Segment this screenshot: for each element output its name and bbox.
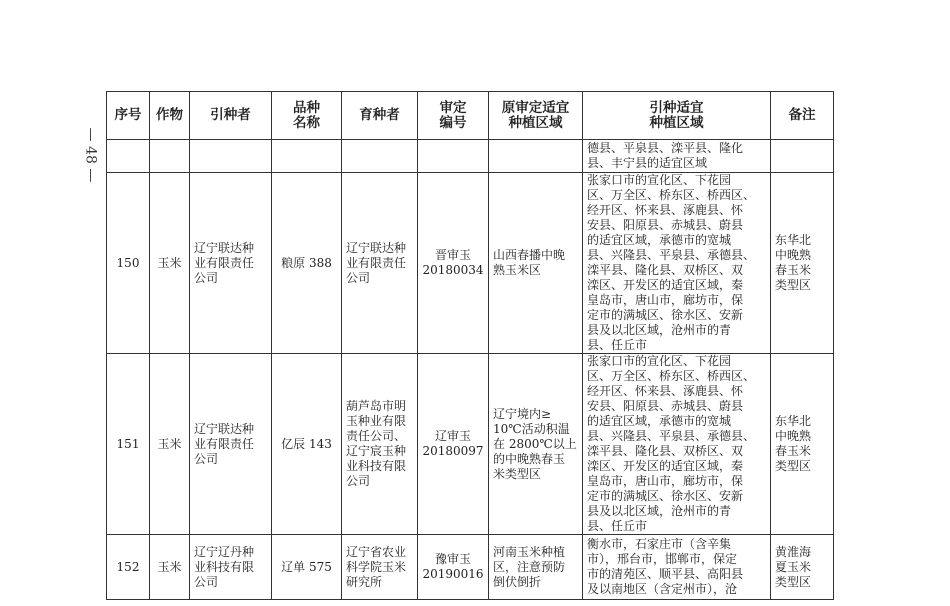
cell-variety: 粮原 388	[272, 173, 342, 354]
cell-note: 东华北 中晚熟 春玉米 类型区	[771, 354, 834, 535]
variety-table	[106, 91, 834, 600]
header-note: 备注	[771, 92, 834, 140]
cell-approval-no: 晋审玉 20180034	[418, 173, 489, 354]
cell-variety: 亿辰 143	[272, 354, 342, 535]
cell-no: 152	[107, 535, 150, 600]
page-number: — 48 —	[82, 127, 98, 183]
header-crop: 作物	[150, 92, 190, 140]
header-variety: 品种 名称	[272, 92, 342, 140]
cell-approval-no: 豫审玉 20190016	[418, 535, 489, 600]
cell-breeder: 葫芦岛市明 玉种业有限 责任公司、 辽宁宸玉种 业科技有限 公司	[342, 354, 418, 535]
cell-breeder: 辽宁省农业 科学院玉米 研究所	[342, 535, 418, 600]
cell-original-region: 河南玉米种植 区，注意预防 倒伏倒折	[489, 535, 583, 600]
header-original-region: 原审定适宜 种植区域	[489, 92, 583, 140]
table-header-row	[107, 92, 834, 140]
table-row	[107, 140, 834, 173]
cell-intro-region: 德县、平泉县、滦平县、隆化 县、丰宁县的适宜区域	[583, 140, 771, 173]
cell-approval-no	[418, 140, 489, 173]
cell-crop: 玉米	[150, 535, 190, 600]
cell-approval-no: 辽审玉 20180097	[418, 354, 489, 535]
table-row	[107, 354, 834, 535]
cell-intro-region: 衡水市，石家庄市（含辛集 市），邢台市，邯郸市，保定 市的清苑区、顺平县、高阳县 及以南地区（含定州市），沧	[583, 535, 771, 600]
cell-crop: 玉米	[150, 354, 190, 535]
cell-crop: 玉米	[150, 173, 190, 354]
cell-intro-region: 张家口市的宣化区、下花园 区、万全区、桥东区、桥西区、 经开区、怀来县、涿鹿县、怀 安县、阳原县、赤城县、蔚县 的适宜区域，承德市的宽城 县、兴隆县、平泉县、承德县、 滦平县、隆化县、双桥区、双 滦区、开发区的适宜区域，秦 皇岛市，唐山市，廊坊市，保 定市的满城区、徐水区、安新 县及以北区域，沧州市的青 县、任丘市	[583, 354, 771, 535]
cell-breeder	[342, 140, 418, 173]
cell-breeder: 辽宁联达种 业有限责任 公司	[342, 173, 418, 354]
header-approval-no: 审定 编号	[418, 92, 489, 140]
cell-introducer: 辽宁辽丹种 业科技有限 公司	[190, 535, 272, 600]
header-no: 序号	[107, 92, 150, 140]
cell-note: 东华北 中晚熟 春玉米 类型区	[771, 173, 834, 354]
cell-introducer: 辽宁联达种 业有限责任 公司	[190, 173, 272, 354]
cell-variety	[272, 140, 342, 173]
cell-original-region: 山西春播中晚 熟玉米区	[489, 173, 583, 354]
cell-variety: 辽单 575	[272, 535, 342, 600]
table-row	[107, 535, 834, 600]
cell-introducer	[190, 140, 272, 173]
cell-note: 黄淮海 夏玉米 类型区	[771, 535, 834, 600]
cell-introducer: 辽宁联达种 业有限责任 公司	[190, 354, 272, 535]
cell-no: 151	[107, 354, 150, 535]
table-row	[107, 173, 834, 354]
header-introducer: 引种者	[190, 92, 272, 140]
cell-crop	[150, 140, 190, 173]
header-intro-region: 引种适宜 种植区域	[583, 92, 771, 140]
cell-original-region	[489, 140, 583, 173]
cell-no: 150	[107, 173, 150, 354]
cell-note	[771, 140, 834, 173]
header-breeder: 育种者	[342, 92, 418, 140]
cell-intro-region: 张家口市的宣化区、下花园 区、万全区、桥东区、桥西区、 经开区、怀来县、涿鹿县、怀 安县、阳原县、赤城县、蔚县 的适宜区域，承德市的宽城 县、兴隆县、平泉县、承德县、 滦平县、隆化县、双桥区、双 滦区、开发区的适宜区域，秦 皇岛市，唐山市，廊坊市，保 定市的满城区、徐水区、安新 县及以北区域，沧州市的青 县、任丘市	[583, 173, 771, 354]
cell-no	[107, 140, 150, 173]
cell-original-region: 辽宁境内≥ 10℃活动积温 在 2800℃以上 的中晚熟春玉 米类型区	[489, 354, 583, 535]
